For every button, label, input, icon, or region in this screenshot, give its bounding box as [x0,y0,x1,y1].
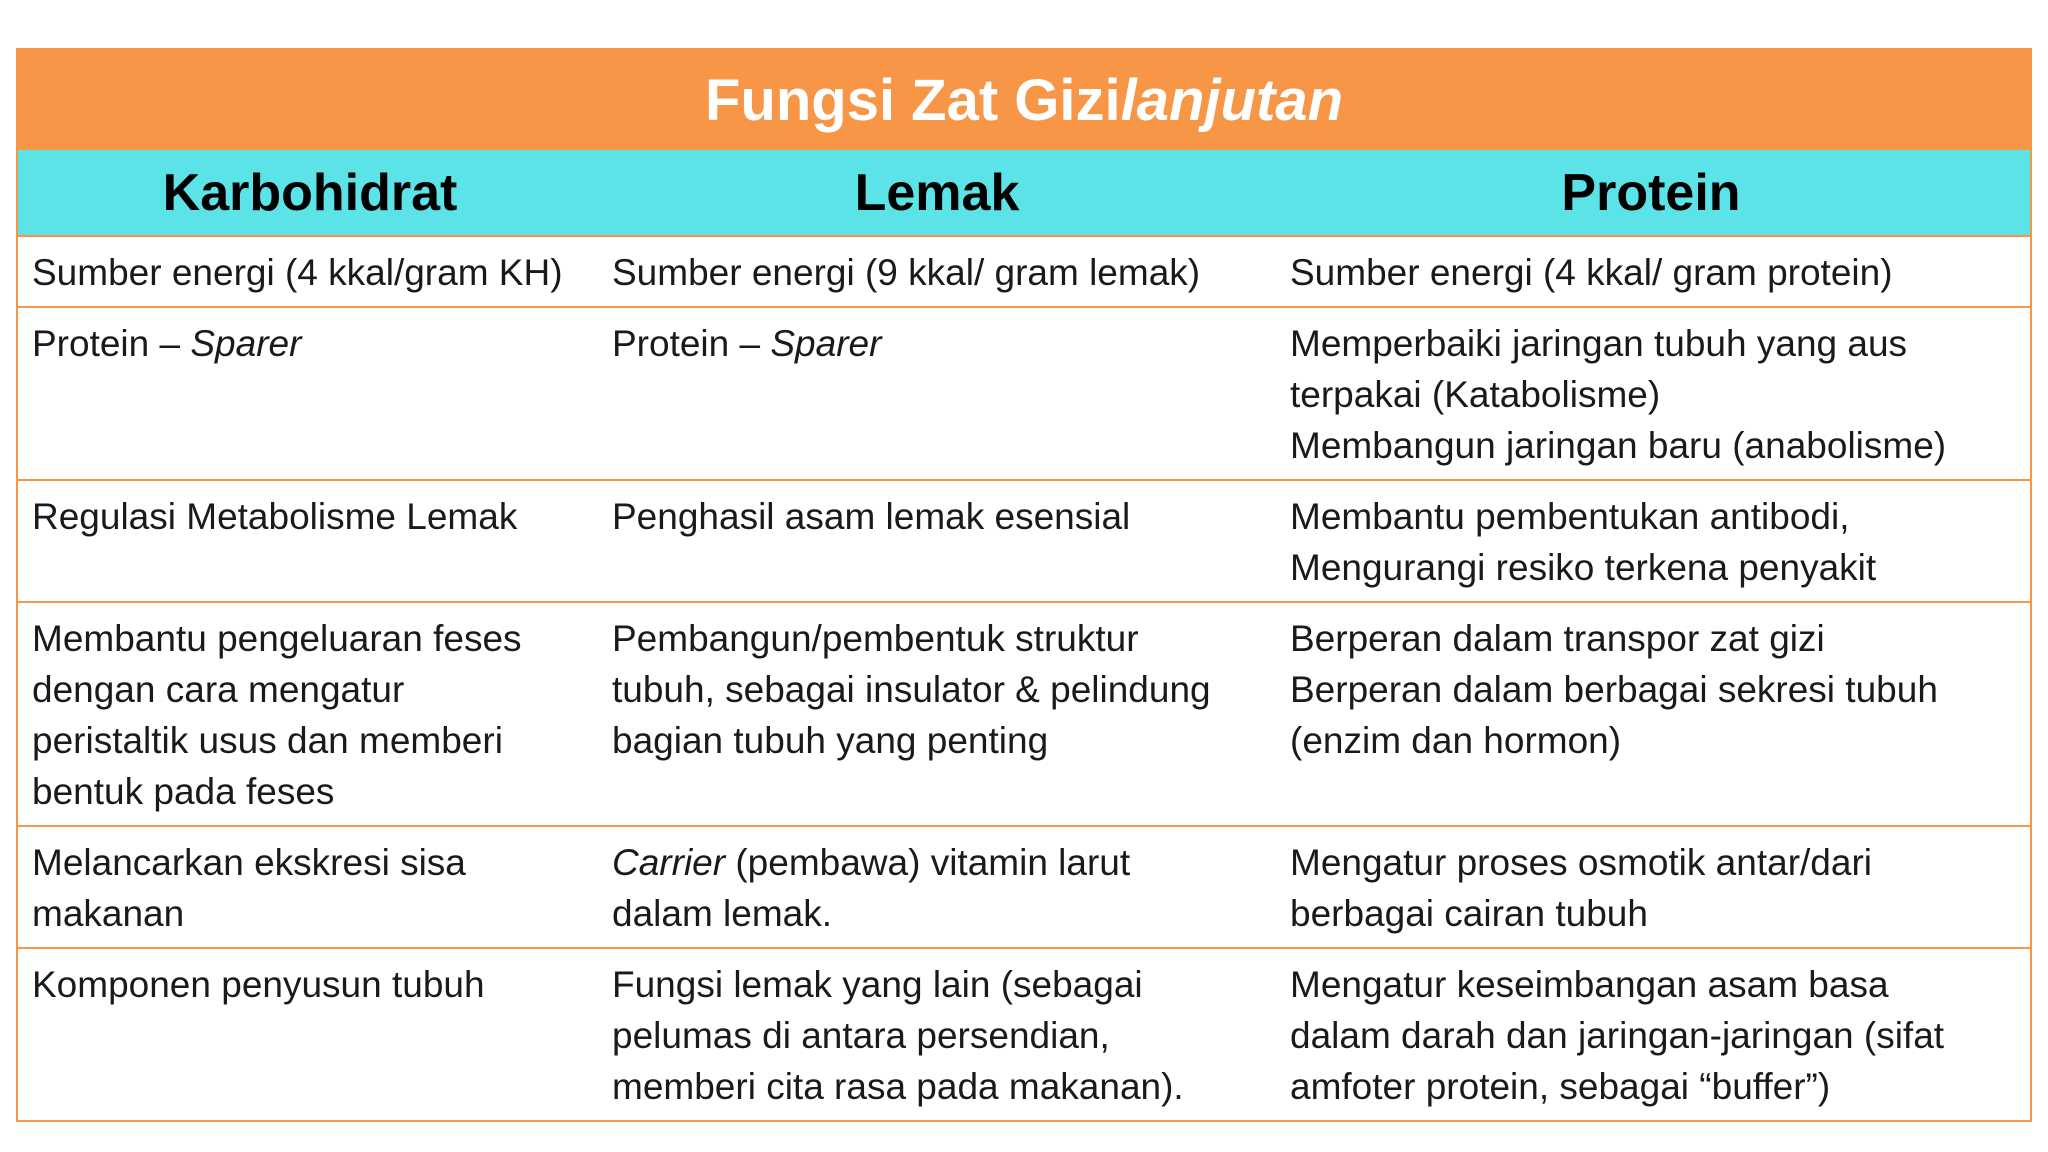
table-row [18,307,2030,480]
table-body [18,236,2030,1120]
table-row [18,948,2030,1120]
cell-protein: Memperbaiki jaringan tubuh yang aus terpakai (Katabolisme) Membangun jaringan baru (anabolisme) [1272,307,2030,480]
cell-protein: Mengatur keseimbangan asam basa dalam darah dan jaringan-jaringan (sifat amfoter protein, sebagai “buffer”) [1290,964,1945,1107]
italic-term: Sparer [770,323,882,364]
cell-lemak: Penghasil asam lemak esensial [602,480,1272,602]
table-row [18,236,2030,307]
cell-lemak: Sumber energi (9 kkal/ gram lemak) [602,236,1272,307]
cell-karbohidrat: Membantu pengeluaran feses dengan cara mengatur peristaltik usus dan memberi bentuk pada feses [18,602,602,826]
cell-karbohidrat: Sumber energi (4 kkal/gram KH) [18,236,602,307]
table-row [18,602,2030,826]
table-title-italic: lanjutan [1120,67,1343,133]
column-header-karbohidrat: Karbohidrat [18,150,602,236]
column-header-lemak: Lemak [602,150,1272,236]
table-title [18,50,2030,150]
cell-karbohidrat: Regulasi Metabolisme Lemak [18,480,602,602]
table-row [18,826,2030,948]
cell-karbohidrat: Komponen penyusun tubuh [32,964,485,1005]
cell-protein: Sumber energi (4 kkal/ gram protein) [1272,236,2030,307]
italic-term: Sparer [190,323,302,364]
nutrient-functions-table [16,48,2032,1122]
cell-lemak: Fungsi lemak yang lain (sebagai pelumas di antara persendian, memberi cita rasa pada makanan). [612,964,1184,1107]
cell-lemak: Carrier (pembawa) vitamin larut dalam lemak. [602,826,1272,948]
column-header-protein: Protein [1272,150,2030,236]
nutrients-grid [18,150,2030,1120]
cell-karbohidrat: Melancarkan ekskresi sisa makanan [18,826,602,948]
cell-karbohidrat: Protein – Sparer [18,307,602,480]
cell-protein: Mengatur proses osmotik antar/dari berbagai cairan tubuh [1272,826,2030,948]
italic-term: Carrier [612,842,726,883]
cell-lemak: Protein – Sparer [602,307,1272,480]
table-title-main: Fungsi Zat Gizi [704,67,1121,133]
cell-protein: Membantu pembentukan antibodi, Mengurangi resiko terkena penyakit [1272,480,2030,602]
table-row [18,480,2030,602]
cell-protein: Berperan dalam transpor zat gizi Berperan dalam berbagai sekresi tubuh (enzim dan hormon) [1272,602,2030,826]
cell-lemak: Pembangun/pembentuk struktur tubuh, sebagai insulator & pelindung bagian tubuh yang penting [602,602,1272,826]
header-row [18,150,2030,236]
